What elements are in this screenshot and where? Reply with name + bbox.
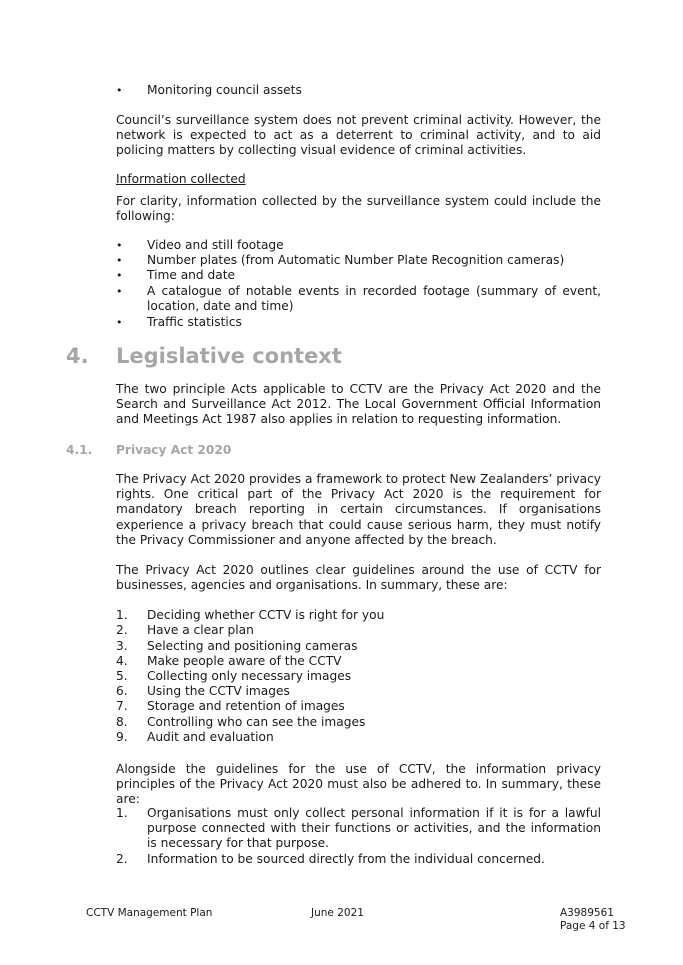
paragraph-surveillance: Council’s surveillance system does not prevent criminal activity. However, the network is expected to act as a deterrent to criminal activity, and to aid policing matters by collecting visual evidence of criminal activities. <box>116 113 601 158</box>
subheading-information-collected: Information collected <box>116 172 246 186</box>
list-number: 5. <box>116 669 128 683</box>
list-number: 1. <box>116 608 128 622</box>
bullet-marker: • <box>116 239 123 252</box>
list-item-text: Time and date <box>147 268 235 282</box>
list-number: 1. <box>116 806 128 820</box>
subsection-number: 4.1. <box>66 443 93 457</box>
list-item-text: Deciding whether CCTV is right for you <box>147 608 385 622</box>
list-number: 4. <box>116 654 128 668</box>
paragraph-information: For clarity, information collected by the surveillance system could include the following: <box>116 194 601 224</box>
list-number: 2. <box>116 623 128 637</box>
list-item-text: Using the CCTV images <box>147 684 290 698</box>
list-item-text: Audit and evaluation <box>147 730 274 744</box>
list-number: 3. <box>116 639 128 653</box>
bullet-marker: • <box>116 269 123 282</box>
list-item-text: Traffic statistics <box>147 315 242 329</box>
footer-page-number: Page 4 of 13 <box>560 920 626 932</box>
list-item-text: Collecting only necessary images <box>147 669 352 683</box>
section-title: Legislative context <box>116 344 342 368</box>
list-item-text: A catalogue of notable events in recorded footage (summary of event, location, date and time) <box>147 284 601 314</box>
list-item-text: Organisations must only collect personal information if it is for a lawful purpose connected with their functions or activities, and the information is necessary for that purpose. <box>147 806 601 851</box>
paragraph-privacy-guidelines: The Privacy Act 2020 outlines clear guidelines around the use of CCTV for businesses, agencies and organisations. In summary, these are: <box>116 563 601 593</box>
list-item-text: Make people aware of the CCTV <box>147 654 342 668</box>
bullet-marker: • <box>116 84 123 97</box>
list-item-text: Video and still footage <box>147 238 284 252</box>
paragraph-privacy-framework: The Privacy Act 2020 provides a framework to protect New Zealanders’ privacy rights. One critical part of the Privacy Act 2020 is the requirement for mandatory breach reporting in certain circumstances. If organisations experience a privacy breach that could cause serious harm, they must notify the Privacy Commissioner and anyone affected by the breach. <box>116 472 601 547</box>
subsection-title: Privacy Act 2020 <box>116 443 232 457</box>
list-number: 7. <box>116 699 128 713</box>
list-number: 9. <box>116 730 128 744</box>
bullet-marker: • <box>116 254 123 267</box>
paragraph-principles: Alongside the guidelines for the use of CCTV, the information privacy principles of the Privacy Act 2020 must also be adhered to. In summary, these are: <box>116 762 601 807</box>
bullet-marker: • <box>116 316 123 329</box>
section-number: 4. <box>66 344 89 368</box>
list-item-text: Have a clear plan <box>147 623 254 637</box>
list-item-text: Information to be sourced directly from the individual concerned. <box>147 852 545 866</box>
list-number: 2. <box>116 852 128 866</box>
list-item-text: Monitoring council assets <box>147 83 302 97</box>
footer-document-id: A3989561 <box>560 907 614 919</box>
paragraph-acts: The two principle Acts applicable to CCTV are the Privacy Act 2020 and the Search and Surveillance Act 2012. The Local Government Official Information and Meetings Act 1987 also applies in relation to requesting information. <box>116 382 601 427</box>
footer-date: June 2021 <box>311 907 364 919</box>
list-number: 8. <box>116 715 128 729</box>
bullet-marker: • <box>116 285 123 298</box>
list-item-text: Storage and retention of images <box>147 699 345 713</box>
list-item-text: Number plates (from Automatic Number Plate Recognition cameras) <box>147 253 565 267</box>
list-number: 6. <box>116 684 128 698</box>
footer-title: CCTV Management Plan <box>86 907 213 919</box>
list-item-text: Controlling who can see the images <box>147 715 366 729</box>
list-item-text: Selecting and positioning cameras <box>147 639 358 653</box>
